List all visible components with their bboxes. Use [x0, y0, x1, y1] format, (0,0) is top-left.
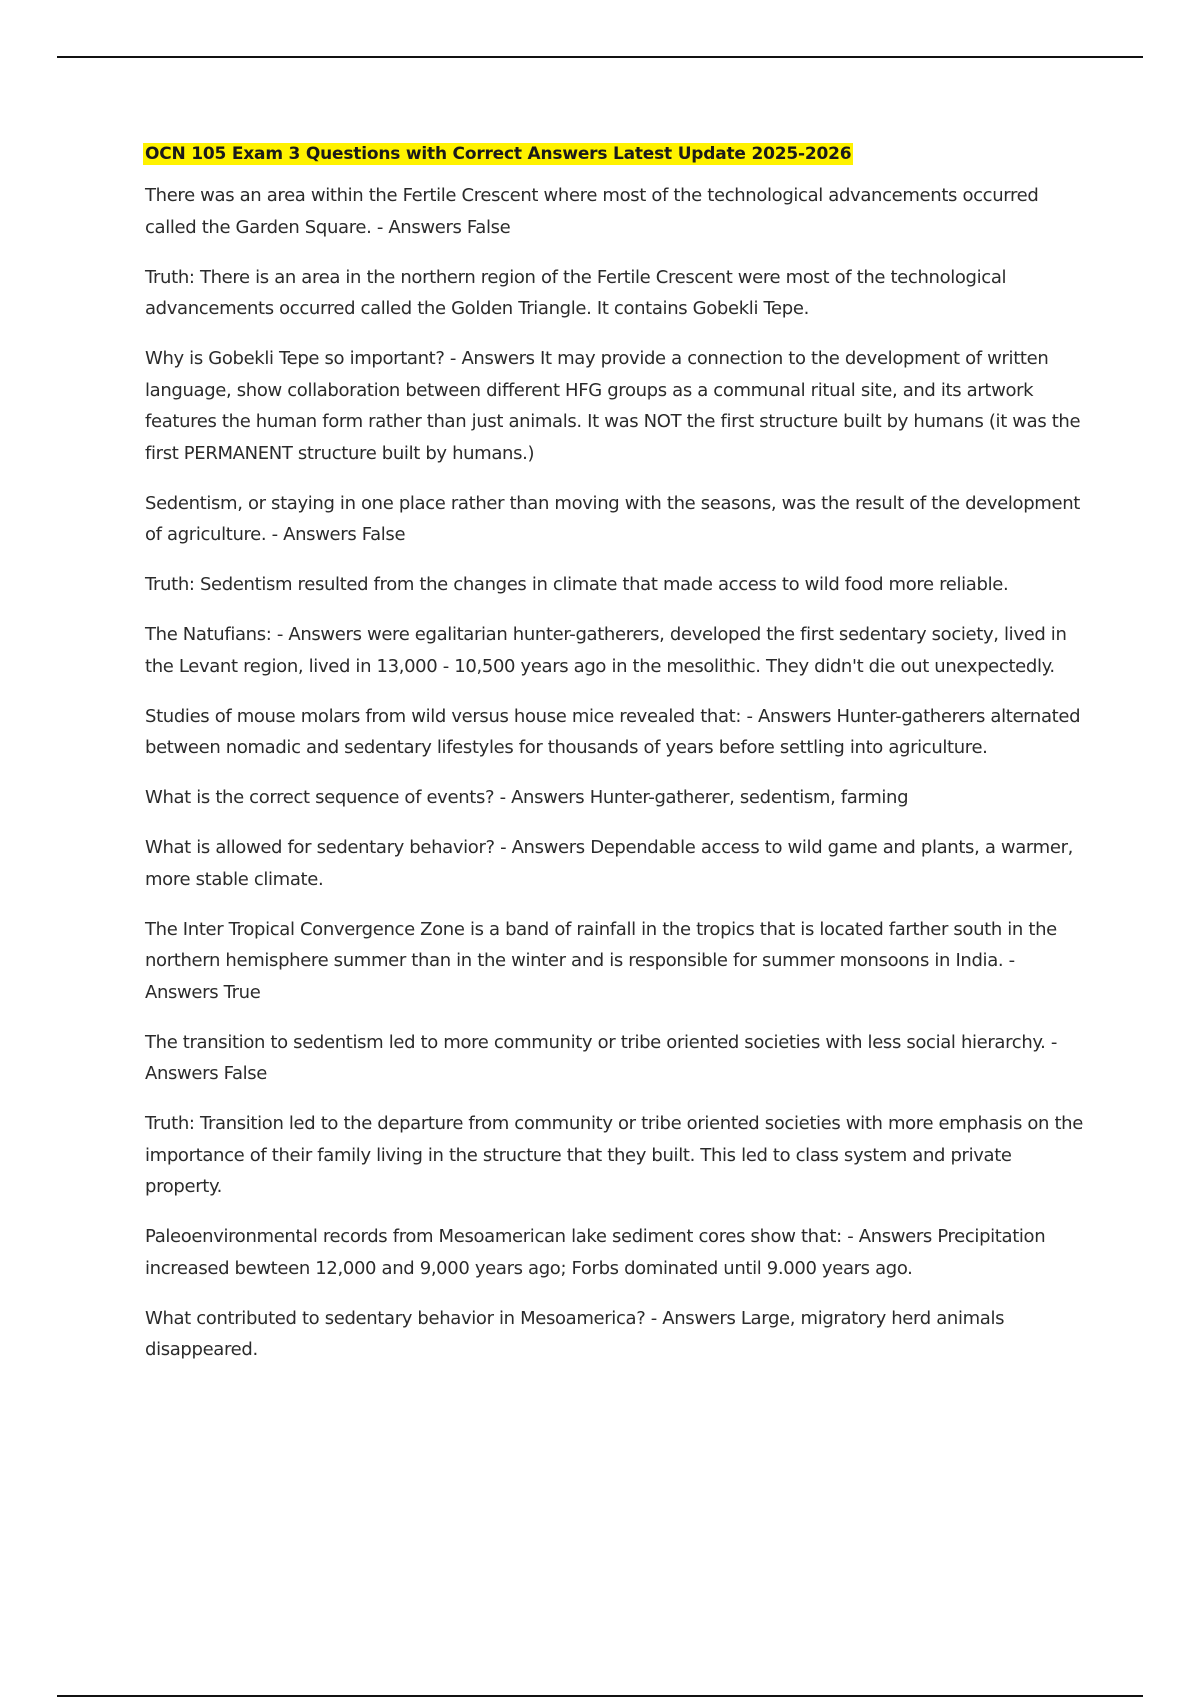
paragraph: Studies of mouse molars from wild versus house mice revealed that: - Answers Hunter-gatherers alternated between nomadic and sedentary lifestyles for thousands of years before settling into agriculture. — [145, 705, 1081, 758]
paragraph: Paleoenvironmental records from Mesoamerican lake sediment cores show that: - Answers Precipitation increased bewteen 12,000 and 9,000 years ago; Forbs dominated until 9.000 years ago. — [145, 1226, 1046, 1279]
footer-rule — [57, 1695, 1143, 1697]
header-rule — [57, 56, 1143, 58]
paragraph: The Natufians: - Answers were egalitarian hunter-gatherers, developed the first sedentary society, lived in the Levant region, lived in 13,000 - 10,500 years ago in the mesolithic. They didn't die out unexpectedly. — [145, 624, 1067, 677]
paragraph: Truth: Transition led to the departure from community or tribe oriented societies with more emphasis on the importance of their family living in the structure that they built. This led to class system and private property. — [145, 1113, 1083, 1197]
paragraph: Truth: Sedentism resulted from the changes in climate that made access to wild food more reliable. — [145, 574, 1009, 595]
paragraph: Truth: There is an area in the northern region of the Fertile Crescent were most of the technological advancements occurred called the Golden Triangle. It contains Gobekli Tepe. — [145, 266, 1007, 319]
paragraph: What contributed to sedentary behavior in Mesoamerica? - Answers Large, migratory herd animals disappeared. — [145, 1307, 1005, 1360]
paragraph: There was an area within the Fertile Crescent where most of the technological advancements occurred called the Garden Square. - Answers False — [145, 185, 1039, 238]
paragraph: The transition to sedentism led to more community or tribe oriented societies with less social hierarchy. - Answers False — [145, 1031, 1057, 1084]
paragraph: Why is Gobekli Tepe so important? - Answers It may provide a connection to the development of written language, show collaboration between different HFG groups as a communal ritual site, and its artwork features the human form rather than just animals. It was NOT the first structure built by humans (it was the first PERMANENT structure built by humans.) — [145, 348, 1081, 464]
paragraph: What is allowed for sedentary behavior? - Answers Dependable access to wild game and plants, a warmer, more stable climate. — [145, 837, 1073, 890]
document-title: OCN 105 Exam 3 Questions with Correct Answers Latest Update 2025-2026 — [145, 144, 852, 164]
paragraph: The Inter Tropical Convergence Zone is a band of rainfall in the tropics that is located farther south in the northern hemisphere summer than in the winter and is responsible for summer monsoons in India. - Answers True — [145, 918, 1057, 1003]
paragraph: Sedentism, or staying in one place rather than moving with the seasons, was the result of the development of agriculture. - Answers False — [145, 492, 1080, 545]
paragraph: What is the correct sequence of events? - Answers Hunter-gatherer, sedentism, farming — [145, 787, 909, 808]
document-body — [145, 143, 1090, 1384]
